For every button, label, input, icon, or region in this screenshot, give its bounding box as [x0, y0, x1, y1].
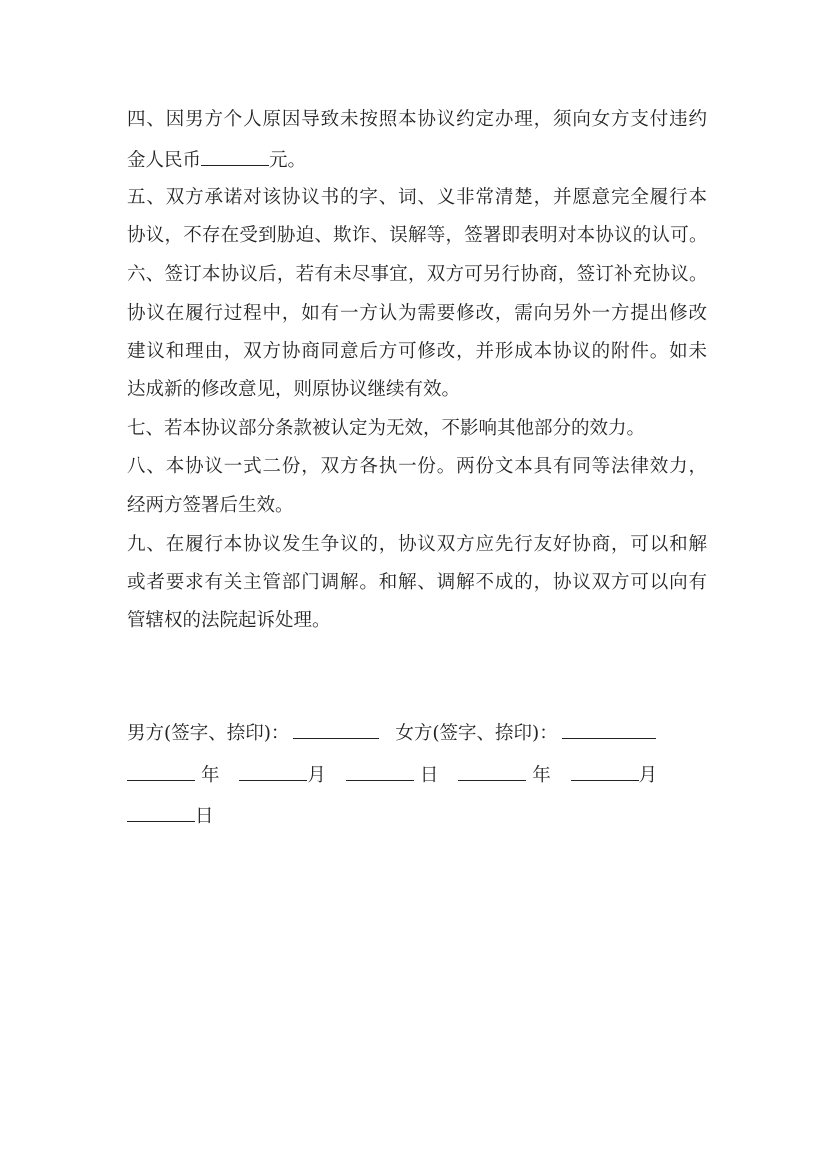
male-year-blank[interactable] [127, 762, 195, 781]
date-line [127, 803, 707, 829]
clause-7-line: 七、若本协议部分条款被认定为无效，不影响其他部分的效力。 [127, 418, 646, 439]
clause-4-line: 四、因男方个人原因导致未按照本协议约定办理，须向女方支付违约 [127, 109, 707, 130]
clause-5-line: 五、双方承诺对该协议书的字、词、义非常清楚，并愿意完全履行本 [127, 187, 707, 208]
clause-6-line: 协议在履行过程中，如有一方认为需要修改，需向另外一方提出修改 [127, 303, 707, 324]
clause-5-line: 协议，不存在受到胁迫、欺诈、误解等，签署即表明对本协议的认可。 [127, 225, 707, 246]
month-label: 月 [638, 765, 658, 786]
clause-6-line: 六、签订本协议后，若有未尽事宜，双方可另行协商，签订补充协议。 [127, 264, 707, 285]
clause-8-line: 经两方签署后生效。 [127, 495, 294, 516]
clause-6-line: 建议和理由，双方协商同意后方可修改，并形成本协议的附件。如未 [127, 341, 707, 362]
clause-9-line: 九、在履行本协议发生争议的，协议双方应先行友好协商，可以和解 [127, 534, 707, 555]
clause-9-line: 管辖权的法院起诉处理。 [127, 610, 331, 631]
female-signature-label: 女方(签字、捺印)： [395, 723, 558, 744]
clause-text: 元。 [269, 150, 307, 171]
female-day-blank[interactable] [127, 803, 195, 822]
day-label: 日 [195, 806, 214, 827]
female-year-blank[interactable] [458, 762, 526, 781]
female-month-blank[interactable] [571, 762, 639, 781]
female-signature-blank[interactable] [562, 720, 656, 739]
clause-6-line: 达成新的修改意见，则原协议继续有效。 [127, 379, 461, 400]
year-label: 年 [201, 765, 220, 786]
male-month-blank[interactable] [239, 762, 307, 781]
clause-9-line: 或者要求有关主管部门调解。和解、调解不成的，协议双方可以向有 [127, 572, 707, 593]
male-signature-blank[interactable] [293, 720, 379, 739]
day-label: 日 [419, 765, 439, 786]
year-label: 年 [532, 765, 551, 786]
month-label: 月 [307, 765, 326, 786]
male-signature-label: 男方(签字、捺印)： [127, 723, 290, 744]
male-day-blank[interactable] [346, 762, 414, 781]
date-line [127, 762, 707, 788]
clause-4-line [127, 147, 707, 173]
clause-8-line: 八、本协议一式二份，双方各执一份。两份文本具有同等法律效力， [127, 456, 707, 477]
signature-line [127, 720, 707, 746]
clause-text: 金人民币 [127, 150, 202, 171]
amount-blank[interactable] [201, 147, 269, 166]
